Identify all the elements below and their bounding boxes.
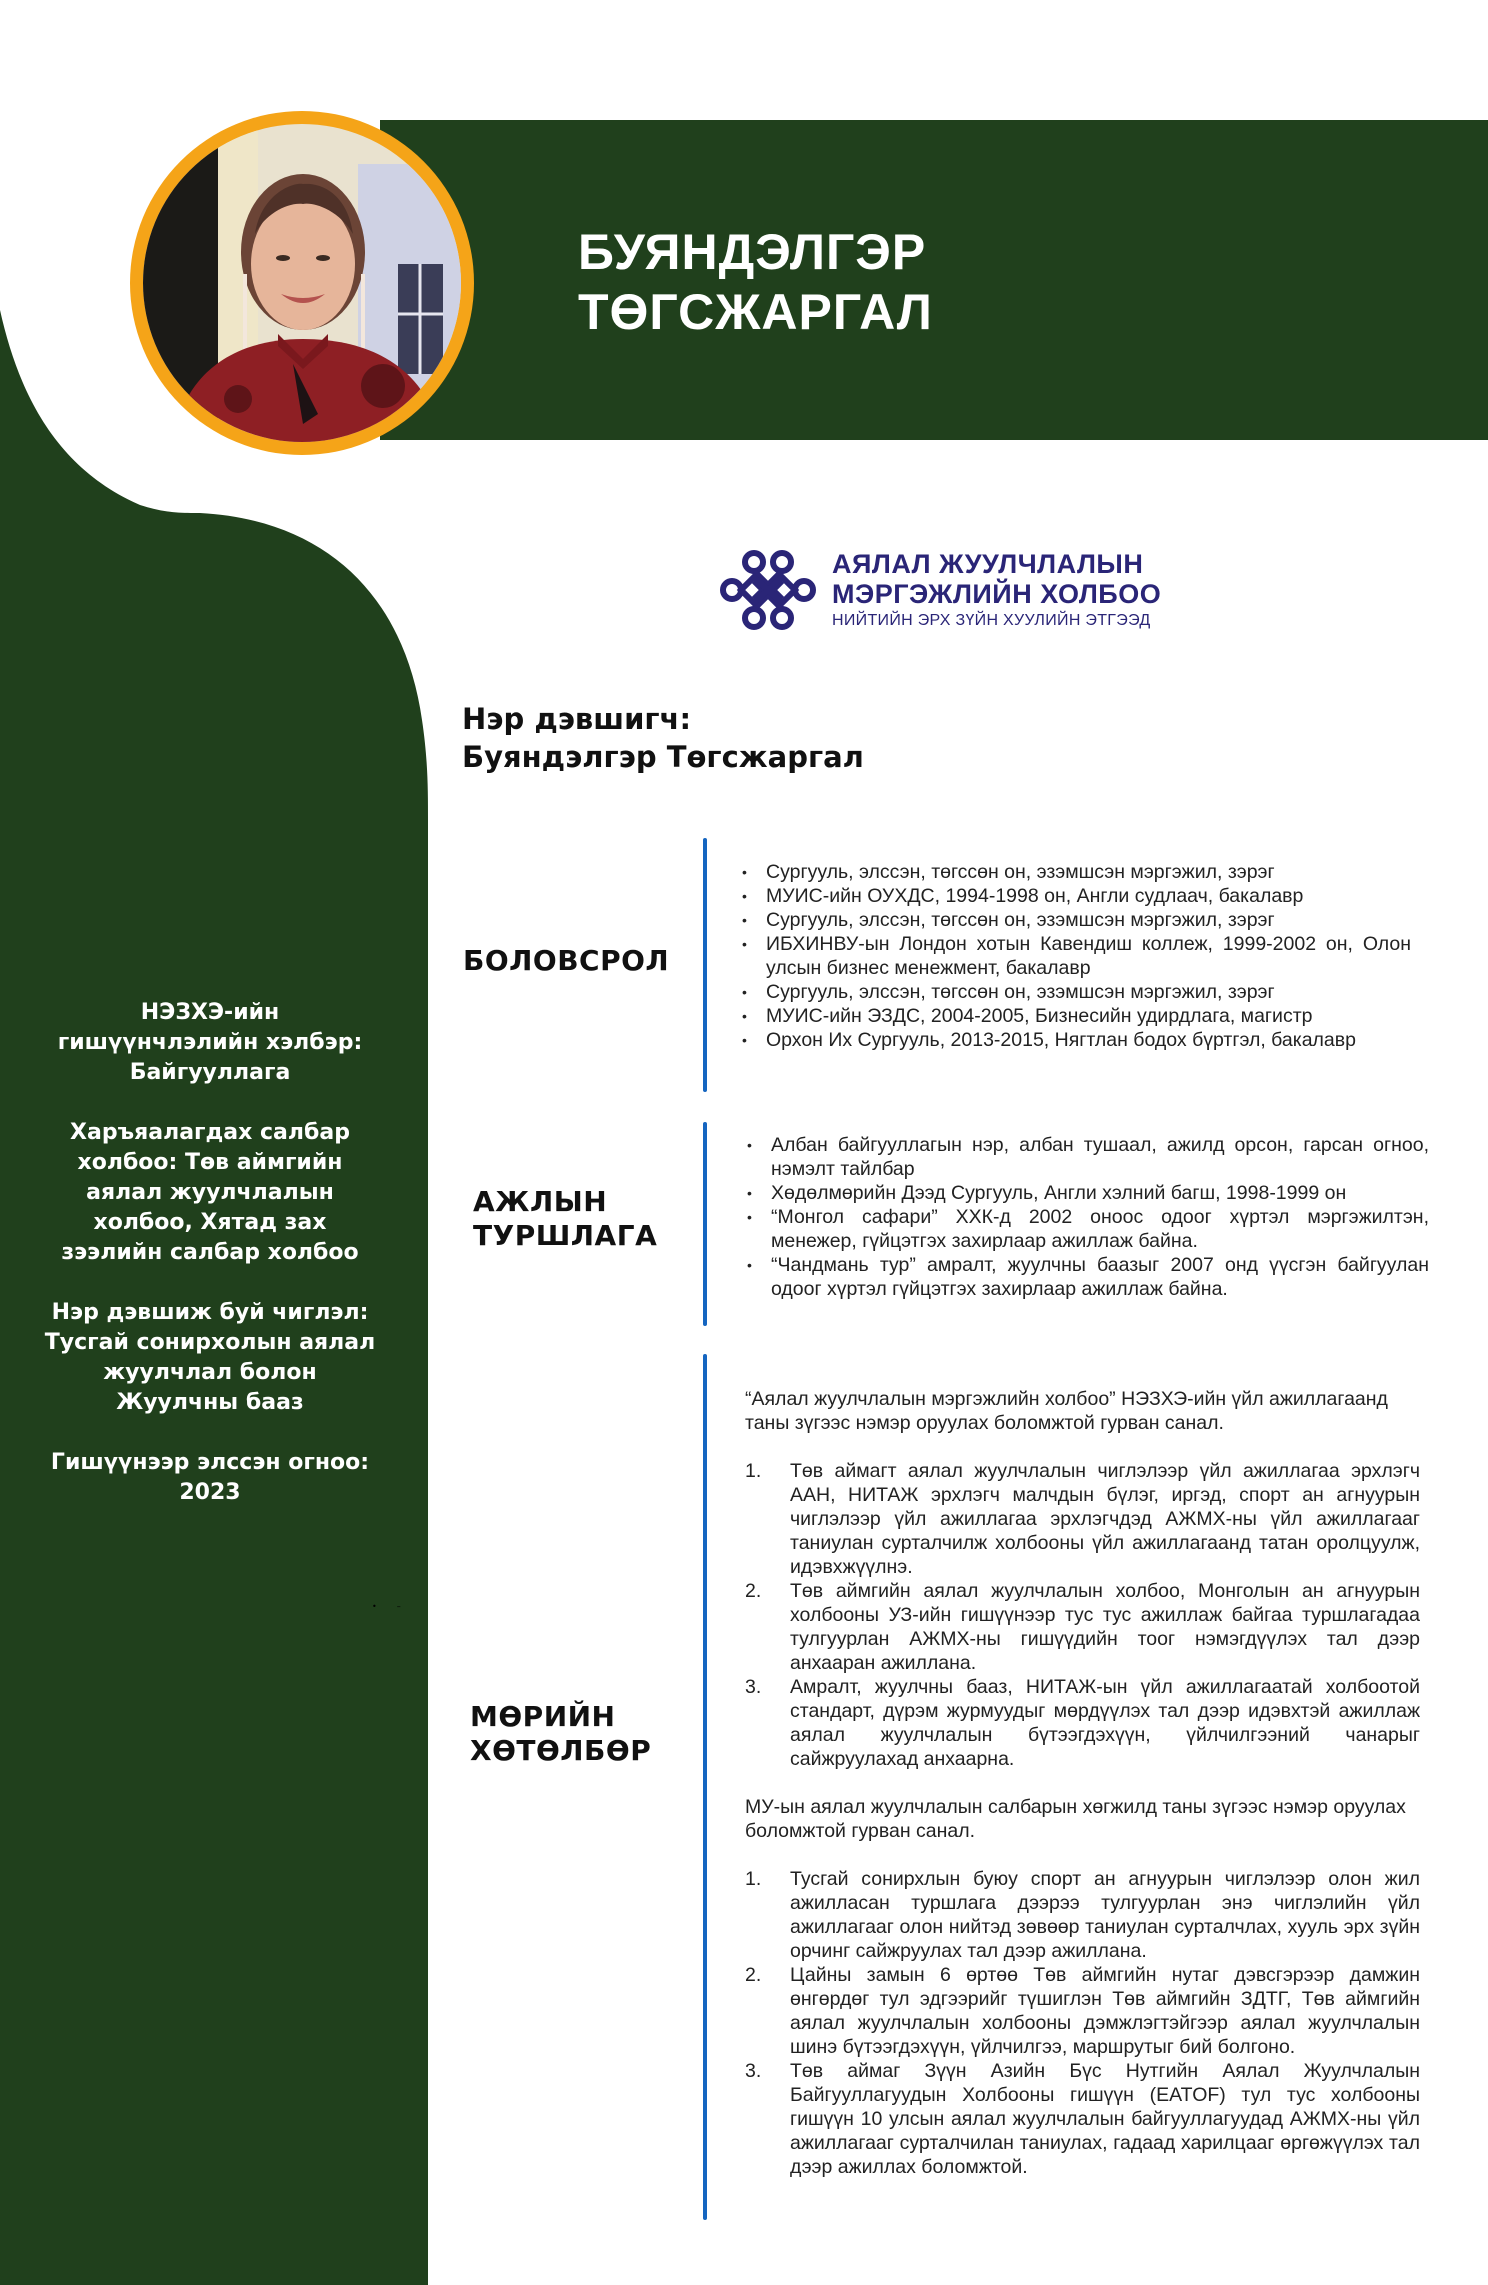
sidebar-membership-type: НЭЗХЭ-ийн гишүүнчлэлийн хэлбэр: Байгууллага [57, 1000, 363, 1085]
experience-title-line-1: АЖЛЫН [473, 1185, 608, 1218]
experience-item: • “Чандмань тур” амралт, жуулчны баазыг 2007 онд үүсгэн байгуулан одоог хүртэл гүйцэтгэх захирлаар ажиллаж байна. [741, 1253, 1429, 1301]
education-item: • Сургууль, элссэн, төгссөн он, эзэмшсэн мэргэжил, зэрэг [736, 980, 1411, 1004]
name-line-1: БУЯНДЭЛГЭР [578, 224, 927, 280]
list-number: 3. [745, 1676, 762, 1698]
sidebar-join-date: Гишүүнээр элссэн огноо: 2023 [50, 1450, 370, 1505]
list-number: 1. [745, 1460, 762, 1482]
platform-title-line-2: ХӨТӨЛБӨР [470, 1734, 652, 1767]
name-line-2: ТӨГСЖАРГАЛ [578, 284, 933, 340]
logo-subtitle: НИЙТИЙН ЭРХ ЗҮЙН ХУУЛИЙН ЭТГЭЭД [832, 612, 1151, 629]
education-divider [703, 838, 707, 1092]
experience-item: • Хөдөлмөрийн Дээд Сургууль, Англи хэлний багш, 1998-1999 он [741, 1181, 1429, 1205]
platform-title [470, 1700, 651, 1768]
experience-list [741, 1133, 1429, 1301]
experience-title [473, 1185, 657, 1253]
sidebar-branch-association: Харъяалагдах салбар холбоо: Төв аймгийн аялал жуулчлалын холбоо, Хятад зах зээлийн салбар холбоо [61, 1120, 359, 1265]
education-title: БОЛОВСРОЛ [463, 944, 670, 977]
platform-list-item [745, 2059, 1420, 2179]
education-item: • МУИС-ийн ЭЗДС, 2004-2005, Бизнесийн удирдлага, магистр [736, 1004, 1411, 1028]
decorative-dots: •– [372, 1602, 421, 1611]
list-text: Тусгай сонирхлын буюу спорт ан агнуурын чиглэлээр олон жил ажилласан туршлага дээрээ тулгуурлан энэ чиглэлийн үйл ажиллагааг олон нийтэд зөвөөр таниулан сурталчлах, хууль эрх зүйн орчинг сайжруулах тал дээр ажиллана. [790, 1868, 1420, 1962]
education-item: • Сургууль, элссэн, төгссөн он, эзэмшсэн мэргэжил, зэрэг [736, 860, 1411, 884]
education-item: • Сургууль, элссэн, төгссөн он, эзэмшсэн мэргэжил, зэрэг [736, 908, 1411, 932]
experience-title-line-2: ТУРШЛАГА [473, 1219, 658, 1252]
platform-list-item [745, 1675, 1420, 1771]
nominee-label: Нэр дэвшигч: [462, 702, 692, 736]
list-text: Цайны замын 6 өртөө Төв аймгийн нутаг дэвсгэрээр дамжин өнгөрдөг тул эдгээрийг түшиглэн Төв аймгийн ЗДТГ, Төв аймгийн аялал жуулчлалын холбооны дэмжлэгтэйгээр аялал жуулчлалын шинэ бүтээгдэхүүн, үйлчилгээ, маршрутыг бий болгоно. [790, 1964, 1420, 2058]
endless-knot-icon [718, 548, 818, 632]
education-item: • Орхон Их Сургууль, 2013-2015, Нягтлан бодох бүртгэл, бакалавр [736, 1028, 1411, 1052]
education-item: • ИБХИНВУ-ын Лондон хотын Кавендиш коллеж, 1999-2002 он, Олон улсын бизнес менежмент, бакалавр [736, 932, 1411, 980]
list-text: Төв аймаг Зүүн Азийн Бүс Нутгийн Аялал Жуулчлалын Байгууллагуудын Холбооны гишүүн (EATOF) тул тус холбооны гишүүн 10 улсын аялал жуулчлалын байгууллагуудад АЖМХ-ны үйл ажиллагааг сурталчилан таниулах, гадаад харилцааг өргөжүүлэх тал дээр ажиллах боломжтой. [790, 2060, 1420, 2178]
experience-divider [703, 1122, 707, 1326]
sidebar-nomination-field: Нэр дэвшиж буй чиглэл: Тусгай сонирхолын аялал жуулчлал болон Жуулчны бааз [44, 1300, 376, 1415]
education-list [736, 860, 1411, 1052]
logo-title-line-2: МЭРГЭЖЛИЙН ХОЛБОО [832, 579, 1162, 609]
platform-list-item [745, 1579, 1420, 1675]
experience-item: • “Монгол сафари” ХХК-д 2002 оноос одоог хүртэл мэргэжилтэн, менежер, гүйцэтгэх захирлаар ажиллаж байна. [741, 1205, 1429, 1253]
logo-title-line-1: АЯЛАЛ ЖУУЛЧЛАЛЫН [832, 549, 1144, 579]
list-number: 2. [745, 1580, 762, 1602]
profile-photo-frame [130, 111, 474, 455]
platform-list-item [745, 1867, 1420, 1963]
header-banner [380, 120, 1488, 440]
nominee-name: Буяндэлгэр Төгсжаргал [462, 740, 864, 774]
list-text: Амралт, жуулчны бааз, НИТАЖ-ын үйл ажиллагаатай холбоотой стандарт, дүрэм журмуудыг мөрдүүлэх тал дээр идэвхтэй ажиллаж аялал жуулчлалын бүтээгдэхүүн, үйлчилгээний чанарыг сайжруулахад анхаарна. [790, 1676, 1420, 1770]
nominee-block [462, 700, 864, 776]
list-number: 3. [745, 2060, 762, 2082]
platform-list-2 [745, 1867, 1420, 2179]
platform-list-item [745, 1963, 1420, 2059]
list-text: Төв аймагт аялал жуулчлалын чиглэлээр үйл ажиллагаа эрхлэгч ААН, НИТАЖ эрхлэгч малчдын бүлэг, иргэд, спорт ан агнуурын чиглэлээр үйл ажиллагаа эрхлэгчдэд АЖМХ-ны үйл ажиллагааг таниулан сурталчилж холбооны үйл ажиллагаанд татан оролцуулж, идэвхжүүлнэ. [790, 1460, 1420, 1578]
platform-list-1 [745, 1459, 1420, 1771]
platform-intro-1-line-1: “Аялал жуулчлалын мэргэжлийн холбоо” НЭЗХЭ-ийн үйл ажиллагаанд [745, 1388, 1388, 1410]
platform-title-line-1: МӨРИЙН [470, 1700, 616, 1733]
list-number: 1. [745, 1868, 762, 1890]
platform-divider [703, 1354, 707, 2220]
education-item: • МУИС-ийн ОУХДС, 1994-1998 он, Англи судлаач, бакалавр [736, 884, 1411, 908]
platform-intro-2: МУ-ын аялал жуулчлалын салбарын хөгжилд таны зүгээс нэмэр оруулах боломжтой гурван санал. [745, 1796, 1406, 1842]
list-text: Төв аймгийн аялал жуулчлалын холбоо, Монголын ан агнуурын холбооны УЗ-ийн гишүүнээр тус тус ажиллаж байгаа туршлагадаа тулгуурлан АЖМХ-ны гишүүдийн тоог нэмэгдүүлэх тал дээр анхааран ажиллана. [790, 1580, 1420, 1674]
portrait-photo-icon [143, 124, 461, 442]
list-number: 2. [745, 1964, 762, 1986]
sidebar-info [40, 998, 380, 1538]
experience-item: • Албан байгууллагын нэр, албан тушаал, ажилд орсон, гарсан огноо, нэмэлт тайлбар [741, 1133, 1429, 1181]
platform-list-item [745, 1459, 1420, 1579]
platform-intro-1-line-2: таны зүгээс нэмэр оруулах боломжтой гурван санал. [745, 1412, 1224, 1434]
candidate-name-heading [578, 222, 933, 342]
platform-content [745, 1387, 1420, 2203]
organization-logo [718, 548, 1161, 632]
